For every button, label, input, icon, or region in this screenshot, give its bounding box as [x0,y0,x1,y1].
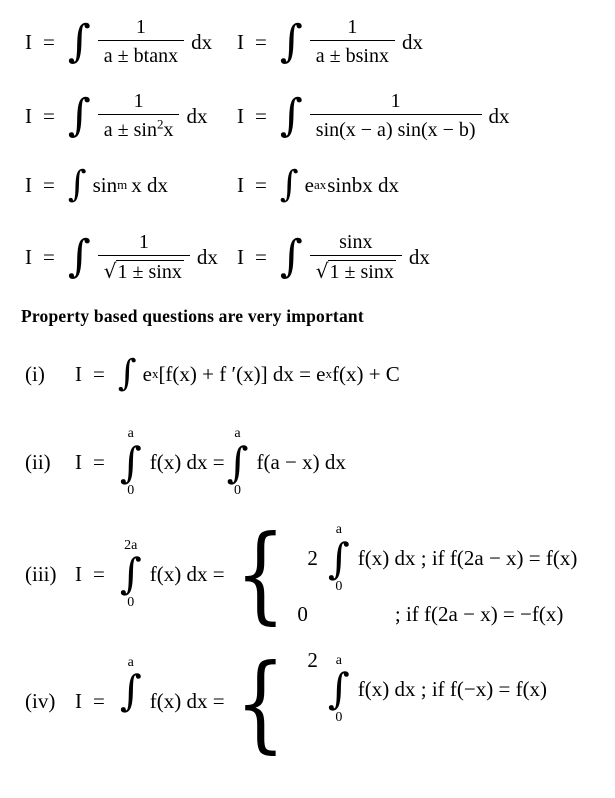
case-lines [295,521,577,627]
piecewise-cases [231,642,548,764]
case-condition: f(x) dx ; if f(2a − x) = f(x) [357,545,578,570]
equals-sign: = [43,103,55,128]
equals-sign: = [255,29,267,54]
denominator: $a \pm \sin^2x$ [98,114,180,143]
equals-sign: = [93,361,105,386]
piecewise-cases [231,512,578,635]
property-row-iii [25,512,578,635]
var-I: I [25,172,32,197]
var-I: I [25,29,32,54]
upper-limit: a [335,522,342,538]
dx-term: dx [408,244,430,269]
case-2 [295,602,577,627]
integrand: sin [92,172,118,197]
fraction [310,89,482,143]
var-I: I [75,450,82,474]
lower-limit: 0 [127,483,135,499]
integral-sign: ∫ [279,164,299,205]
formula-row4-right [237,230,430,285]
formula-row4-left [25,230,237,285]
integrand-tail: f(a − x) dx [256,450,346,474]
result: f(x) + C [331,361,400,386]
integral-row-4 [25,224,430,290]
numerator: 1 [135,16,146,38]
var-I: I [25,103,32,128]
integrand-tail: x dx [131,172,168,197]
var-I: I [75,361,82,386]
integral-sign: ∫ [67,231,91,282]
integral-row-3 [25,161,399,209]
radical-sign: √ [103,258,117,283]
numerator: 1 [390,90,401,112]
fraction [310,15,395,69]
formula-row2-right [237,89,510,143]
lower-limit: 0 [234,483,241,499]
integral-sign: ∫ [327,664,350,714]
integrand-tail: sinbx dx [327,172,399,197]
integral-sign: ∫ [279,231,303,282]
left-brace: { [234,642,286,764]
left-brace: { [234,512,286,635]
integrand: e [304,172,314,197]
integral-sign: ∫ [279,16,303,67]
integral-sign: ∫ [119,549,142,599]
equals-sign: = [255,172,267,197]
formula-row3-right: I = ∫ e ax sinbx dx [237,164,399,205]
numerator: 1 [138,230,149,253]
item-label: (ii) [25,450,51,474]
var-I: I [75,689,82,713]
equals-sign: = [93,450,105,474]
definite-integral [227,425,249,500]
case-value: 0 [297,601,308,626]
integral-sign: ∫ [67,90,91,141]
denominator [98,255,190,285]
lower-limit: 0 [335,579,343,595]
var-I: I [75,561,82,586]
radicand: 1 ± sinx [329,260,394,283]
fraction [310,230,402,285]
radicand: 1 ± sinx [117,260,182,283]
denominator: a ± btanx [98,40,184,69]
var-I: I [237,103,244,128]
lower-limit: 0 [335,710,343,726]
dx-term: dx [401,29,423,54]
property-row-iv [25,642,548,798]
section-heading: Property based questions are very important [21,306,364,326]
equals-sign: = [43,29,55,54]
var-I: I [25,244,32,269]
integrand: f(x) dx = [149,561,225,586]
equals-sign: = [93,561,105,586]
fraction [98,89,180,143]
integral-sign: ∫ [279,90,303,141]
definite-integral [328,521,350,596]
formula-row1-right [237,15,423,69]
integral-row-2 [25,84,510,148]
integral-sign: ∫ [119,437,142,487]
case-condition: f(x) dx ; if f(−x) = f(x) [357,677,548,701]
equals-sign: = [255,244,267,269]
case-lines [295,648,547,727]
dx-term: dx [488,103,510,128]
radical-sign: √ [315,258,329,283]
case-condition: ; if f(2a − x) = −f(x) [394,601,564,626]
coefficient: 2 [307,648,318,672]
integrand-mid: [f(x) + f ′(x)] dx = e [158,361,326,386]
definite-integral [119,654,142,716]
numerator: 1 [133,90,144,112]
integral-sign: ∫ [327,533,350,583]
integrand: f(x) dx = [149,689,225,713]
definite-integral [120,425,142,500]
numerator: 1 [347,16,358,38]
equals-sign: = [43,244,55,269]
numerator: sinx [339,230,373,253]
integral-sign: ∫ [119,666,142,716]
upper-limit: a [127,655,134,670]
var-I: I [237,29,244,54]
integral-sign: ∫ [67,164,87,205]
upper-limit: a [234,426,241,442]
case-1 [295,648,547,727]
equals-sign: = [255,103,267,128]
fraction [98,15,184,69]
dx-term: dx [186,103,208,128]
var-I: I [237,244,244,269]
item-label: (iii) [25,561,57,586]
integral-sign: ∫ [67,16,91,67]
integral-sign: ∫ [226,437,249,487]
definite-integral [328,652,350,727]
integral-row-1 [25,10,423,74]
var-I: I [237,172,244,197]
formula-row3-left: I = ∫ sin m x dx [25,164,168,205]
denominator: a ± bsinx [310,40,395,69]
formula-row1-left [25,15,237,69]
item-label: (i) [25,361,45,386]
equals-sign: = [43,172,55,197]
coefficient: 2 [307,545,318,570]
denominator: sin(x − a) sin(x − b) [310,114,482,143]
case-1 [295,521,577,596]
integrand: f(x) dx = [149,450,225,474]
item-label: (iv) [25,689,56,713]
property-row-ii [25,420,346,505]
integral-sign: ∫ [117,353,137,394]
upper-limit: 2a [124,537,138,553]
property-row-i: (i) I = ∫ e x [f(x) + f ′(x)] dx = e x f(x) + C [25,353,400,394]
lower-limit: 0 [127,594,135,610]
upper-limit: a [335,653,342,668]
formula-row2-left [25,89,237,143]
exponent: 2 [156,116,164,132]
upper-limit: a [127,426,134,442]
definite-integral [120,537,142,612]
integrand: e [142,361,152,386]
dx-term: dx [196,244,218,269]
fraction [98,230,190,285]
denominator [310,255,402,285]
equals-sign: = [93,689,105,713]
dx-term: dx [191,29,213,54]
